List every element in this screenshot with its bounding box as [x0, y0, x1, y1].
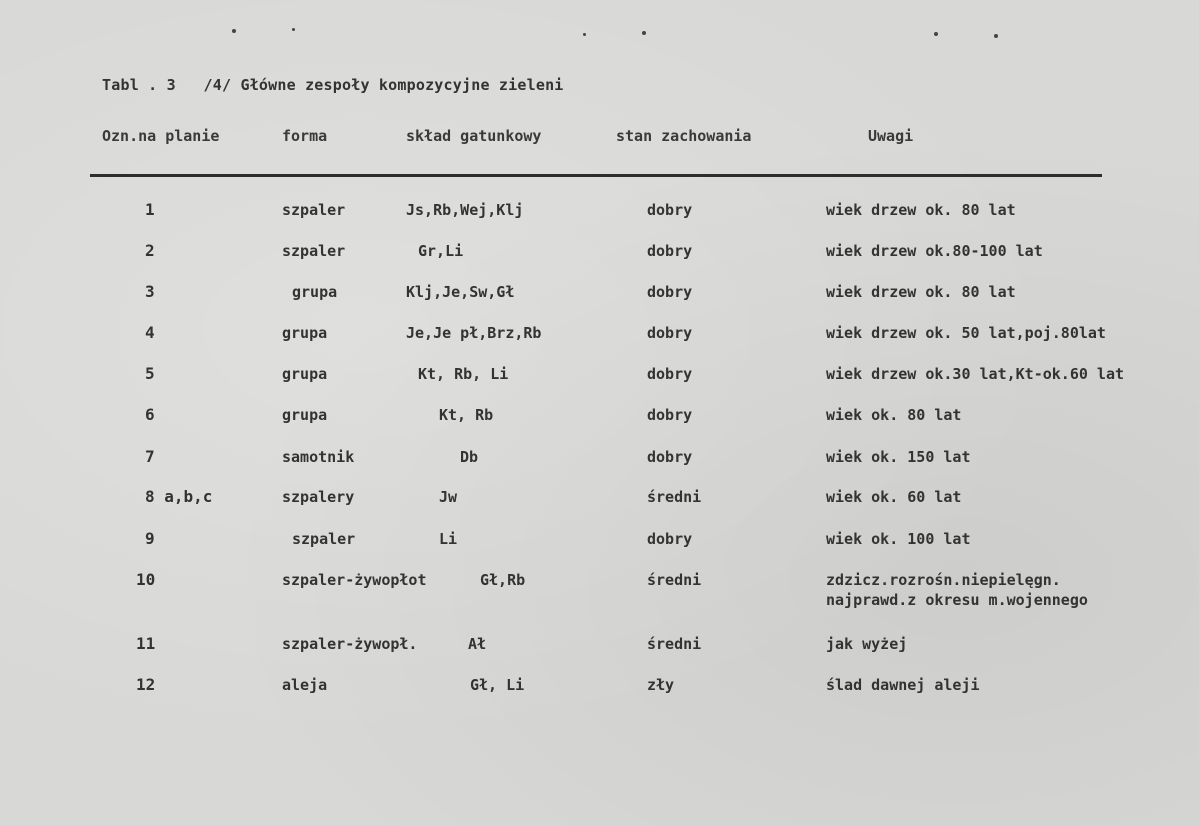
row-forma: szpaler [292, 530, 356, 548]
row-number: 11 [136, 634, 156, 653]
row-stan: dobry [647, 201, 693, 219]
table-title: Tabl . 3 /4/ Główne zespoły kompozycyjne zieleni [102, 76, 564, 94]
row-number: 12 [136, 675, 156, 694]
row-uwagi-continued: najprawd.z okresu m.wojennego [826, 591, 1088, 609]
row-sklad: Jw [439, 488, 458, 506]
row-stan: dobry [647, 324, 693, 342]
row-uwagi: zdzicz.rozrośn.niepielęgn. [826, 571, 1061, 589]
row-uwagi: wiek drzew ok.80-100 lat [826, 242, 1043, 260]
row-stan: dobry [647, 530, 693, 548]
row-forma: samotnik [282, 448, 355, 466]
header-forma: forma [282, 127, 328, 145]
row-forma: aleja [282, 676, 328, 694]
speck [642, 31, 646, 35]
speck [934, 32, 938, 36]
row-sklad: Je,Je pł,Brz,Rb [406, 324, 542, 342]
row-sklad: Ał [468, 635, 487, 653]
row-number: 10 [136, 570, 156, 589]
row-stan: dobry [647, 283, 693, 301]
row-sklad: Li [439, 530, 458, 548]
row-forma: szpaler-żywopł. [282, 635, 418, 653]
row-number: 5 [145, 364, 155, 383]
row-forma: szpaler [282, 242, 346, 260]
row-number: 7 [145, 447, 155, 466]
row-number: 2 [145, 241, 155, 260]
row-stan: zły [647, 676, 675, 694]
row-stan: dobry [647, 365, 693, 383]
row-sklad: Kt, Rb [439, 406, 494, 424]
header-rule [90, 174, 1102, 177]
row-sklad: Kt, Rb, Li [418, 365, 509, 383]
row-uwagi: wiek ok. 150 lat [826, 448, 971, 466]
row-uwagi: jak wyżej [826, 635, 908, 653]
speck [232, 29, 236, 33]
row-stan: dobry [647, 448, 693, 466]
row-sklad: Js,Rb,Wej,Klj [406, 201, 524, 219]
row-forma: szpaler-żywopłot [282, 571, 427, 589]
row-uwagi: ślad dawnej aleji [826, 676, 980, 694]
row-number: 1 [145, 200, 155, 219]
row-stan: dobry [647, 242, 693, 260]
row-forma: szpaler [282, 201, 346, 219]
row-uwagi: wiek ok. 100 lat [826, 530, 971, 548]
row-number: 3 [145, 282, 155, 301]
speck [292, 28, 295, 31]
row-number: 4 [145, 323, 155, 342]
row-forma: grupa [282, 406, 328, 424]
row-number: 8 a,b,c [145, 487, 213, 506]
row-forma: szpalery [282, 488, 355, 506]
row-number: 9 [145, 529, 155, 548]
row-stan: średni [647, 635, 702, 653]
row-sklad: Gł,Rb [480, 571, 526, 589]
speck [994, 34, 998, 38]
row-sklad: Gr,Li [418, 242, 464, 260]
row-stan: dobry [647, 406, 693, 424]
row-sklad: Gł, Li [470, 676, 525, 694]
row-uwagi: wiek ok. 80 lat [826, 406, 962, 424]
row-sklad: Db [460, 448, 479, 466]
row-stan: średni [647, 571, 702, 589]
row-forma: grupa [292, 283, 338, 301]
row-uwagi: wiek drzew ok. 80 lat [826, 201, 1016, 219]
speck [583, 33, 586, 36]
row-uwagi: wiek drzew ok. 50 lat,poj.80lat [826, 324, 1106, 342]
row-uwagi: wiek drzew ok. 80 lat [826, 283, 1016, 301]
row-number: 6 [145, 405, 155, 424]
row-stan: średni [647, 488, 702, 506]
row-forma: grupa [282, 324, 328, 342]
header-oznaczenie: Ozn.na planie [102, 127, 220, 145]
row-uwagi: wiek ok. 60 lat [826, 488, 962, 506]
header-sklad: skład gatunkowy [406, 127, 542, 145]
header-stan: stan zachowania [616, 127, 752, 145]
row-sklad: Klj,Je,Sw,Gł [406, 283, 515, 301]
row-uwagi: wiek drzew ok.30 lat,Kt-ok.60 lat [826, 365, 1125, 383]
header-uwagi: Uwagi [868, 127, 914, 145]
row-forma: grupa [282, 365, 328, 383]
